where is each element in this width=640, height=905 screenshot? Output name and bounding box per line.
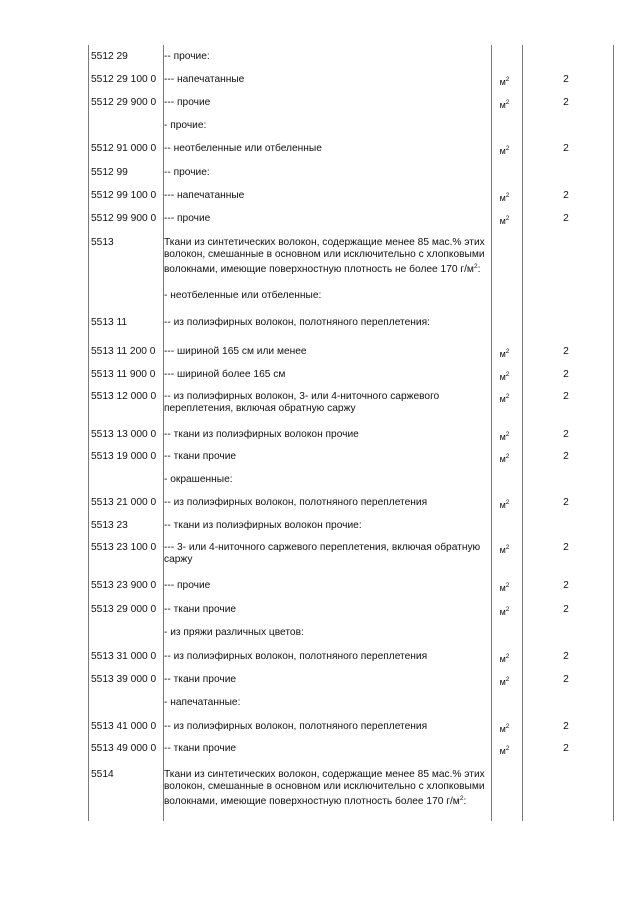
description-text: -- неотбеленные или отбеленные <box>164 143 322 154</box>
commodity-code: 5512 29 100 0 <box>91 74 157 85</box>
description-text: -- ткани прочие <box>164 604 237 615</box>
commodity-description <box>161 674 489 688</box>
commodity-description <box>161 391 489 415</box>
description-text: - прочие: <box>164 120 207 131</box>
duty-rate <box>520 627 612 639</box>
duty-rate <box>520 120 612 132</box>
commodity-code: 5513 23 <box>91 520 128 531</box>
table-row <box>88 580 612 594</box>
unit-of-measure <box>489 520 520 532</box>
commodity-description <box>161 651 489 665</box>
commodity-code <box>88 474 161 486</box>
unit-of-measure: $м^2$ <box>499 606 510 617</box>
unit-of-measure: $м^2$ <box>499 723 510 734</box>
duty-rate: 2 <box>563 674 569 685</box>
duty-rate <box>520 167 612 179</box>
duty-rate <box>520 474 612 486</box>
unit-of-measure: $м^2$ <box>499 393 510 404</box>
commodity-code: 5512 99 100 0 <box>91 190 157 201</box>
commodity-code: 5512 29 <box>91 51 128 62</box>
duty-rate <box>520 520 612 532</box>
duty-rate: 2 <box>563 580 569 591</box>
commodity-description <box>161 604 489 618</box>
duty-rate <box>520 769 612 808</box>
duty-rate: 2 <box>563 651 569 662</box>
description-text: - из пряжи различных цветов: <box>164 627 304 638</box>
unit-of-measure: $м^2$ <box>499 745 510 756</box>
table-border-right <box>613 45 614 821</box>
table-row <box>88 190 612 204</box>
commodity-code: 5513 19 000 0 <box>91 451 157 462</box>
description-text: -- ткани из полиэфирных волокон прочие: <box>164 520 362 531</box>
description-text: -- из полиэфирных волокон, полотняного переплетения <box>164 497 428 508</box>
description-text: --- напечатанные <box>164 74 245 85</box>
commodity-code: 5513 13 000 0 <box>91 429 157 440</box>
commodity-description <box>161 697 489 709</box>
description-text: -- ткани прочие <box>164 674 237 685</box>
unit-of-measure <box>489 697 520 709</box>
commodity-code <box>88 290 161 302</box>
table-row <box>88 346 612 360</box>
commodity-description <box>161 190 489 204</box>
unit-of-measure: $м^2$ <box>499 582 510 593</box>
description-tail: : <box>463 796 467 807</box>
unit-of-measure: $м^2$ <box>499 431 510 442</box>
table-row <box>88 213 612 227</box>
commodity-code: 5512 91 000 0 <box>91 143 157 154</box>
table-row <box>88 769 612 808</box>
unit-of-measure: $м^2$ <box>499 371 510 382</box>
table-row <box>88 429 612 443</box>
commodity-description <box>161 143 489 157</box>
unit-of-measure <box>489 474 520 486</box>
unit-of-measure <box>489 51 520 63</box>
duty-rate <box>520 51 612 63</box>
commodity-description <box>161 743 489 757</box>
commodity-code: 5513 12 000 0 <box>91 391 157 402</box>
unit-of-measure: $м^2$ <box>499 544 510 555</box>
unit-of-measure: $м^2$ <box>499 653 510 664</box>
commodity-description <box>161 51 489 63</box>
commodity-description <box>161 369 489 383</box>
table-row <box>88 317 612 329</box>
unit-of-measure <box>489 290 520 302</box>
duty-rate: 2 <box>563 74 569 85</box>
table-row <box>88 120 612 132</box>
commodity-code: 5513 <box>91 237 114 248</box>
duty-rate <box>520 697 612 709</box>
unit-of-measure: $м^2$ <box>499 348 510 359</box>
table-row <box>88 697 612 709</box>
unit-of-measure: $м^2$ <box>499 676 510 687</box>
commodity-code: 5513 23 100 0 <box>91 542 157 553</box>
table-row <box>88 167 612 179</box>
commodity-description <box>161 520 489 532</box>
commodity-description <box>161 317 489 329</box>
table-row <box>88 143 612 157</box>
description-text: --- прочие <box>164 97 211 108</box>
duty-rate: 2 <box>563 497 569 508</box>
table-row <box>88 651 612 665</box>
duty-rate <box>520 237 612 276</box>
description-text: -- прочие: <box>164 51 210 62</box>
commodity-code: 5512 29 900 0 <box>91 97 157 108</box>
commodity-description <box>161 290 489 302</box>
commodity-code: 5513 11 <box>91 317 128 328</box>
table-row <box>88 97 612 111</box>
commodity-code <box>88 697 161 709</box>
table-row <box>88 369 612 383</box>
table-row <box>88 290 612 302</box>
commodity-description <box>161 474 489 486</box>
unit-of-measure: $м^2$ <box>499 453 510 464</box>
table-row <box>88 51 612 63</box>
duty-rate: 2 <box>563 391 569 402</box>
description-text: -- ткани прочие <box>164 743 237 754</box>
unit-of-measure: $м^2$ <box>499 99 510 110</box>
description-text: --- шириной 165 см или менее <box>164 346 307 357</box>
description-text: - окрашенные: <box>164 474 233 485</box>
commodity-code: 5512 99 <box>91 167 128 178</box>
commodity-code: 5513 39 000 0 <box>91 674 157 685</box>
description-text: -- из полиэфирных волокон, 3- или 4-ниточного саржевого переплетения, включая обратную саржу <box>164 391 440 414</box>
duty-rate: 2 <box>563 213 569 224</box>
commodity-description <box>161 237 489 276</box>
description-text: -- из полиэфирных волокон, полотняного переплетения <box>164 721 428 732</box>
duty-rate <box>520 317 612 329</box>
commodity-code: 5513 29 000 0 <box>91 604 157 615</box>
description-text: --- 3- или 4-ниточного саржевого переплетения, включая обратную саржу <box>164 542 481 565</box>
commodity-description <box>161 721 489 735</box>
commodity-code: 5513 21 000 0 <box>91 497 157 508</box>
description-text: -- ткани прочие <box>164 451 237 462</box>
duty-rate: 2 <box>563 743 569 754</box>
description-text: Ткани из синтетических волокон, содержащие менее 85 мас.% этих волокон, смешанные в основном или исключительно с хлопковыми волокнами, имеющие поверхностную плотность не более 170 г/м <box>164 237 485 275</box>
duty-rate: 2 <box>563 346 569 357</box>
table-row <box>88 497 612 511</box>
commodity-description <box>161 769 489 808</box>
commodity-description <box>161 451 489 465</box>
description-text: - напечатанные: <box>164 697 241 708</box>
commodity-code: 5513 23 900 0 <box>91 580 157 591</box>
table-row <box>88 474 612 486</box>
unit-of-measure <box>489 120 520 132</box>
commodity-description <box>161 346 489 360</box>
duty-rate: 2 <box>563 190 569 201</box>
commodity-description <box>161 580 489 594</box>
description-tail: : <box>477 264 481 275</box>
duty-rate: 2 <box>563 143 569 154</box>
commodity-code: 5513 31 000 0 <box>91 651 157 662</box>
commodity-description <box>161 167 489 179</box>
commodity-description <box>161 429 489 443</box>
table-row <box>88 74 612 88</box>
unit-of-measure: $м^2$ <box>499 145 510 156</box>
superscript: 2 <box>459 795 464 802</box>
commodity-description <box>161 542 489 566</box>
duty-rate: 2 <box>563 451 569 462</box>
duty-rate: 2 <box>563 542 569 553</box>
unit-of-measure: $м^2$ <box>499 192 510 203</box>
table-row <box>88 743 612 757</box>
description-text: -- прочие: <box>164 167 210 178</box>
duty-rate: 2 <box>563 369 569 380</box>
duty-rate: 2 <box>563 429 569 440</box>
description-text: --- прочие <box>164 580 211 591</box>
unit-of-measure: $м^2$ <box>499 76 510 87</box>
duty-rate: 2 <box>563 721 569 732</box>
commodity-code: 5513 11 200 0 <box>91 346 156 357</box>
commodity-code: 5512 99 900 0 <box>91 213 157 224</box>
description-text: --- шириной более 165 см <box>164 369 286 380</box>
commodity-code <box>88 120 161 132</box>
table-row <box>88 391 612 415</box>
table-row <box>88 542 612 566</box>
table-row <box>88 674 612 688</box>
commodity-code: 5513 11 900 0 <box>91 369 156 380</box>
commodity-description <box>161 213 489 227</box>
table-row <box>88 721 612 735</box>
superscript: 2 <box>473 263 478 270</box>
duty-rate: 2 <box>563 97 569 108</box>
unit-of-measure: $м^2$ <box>499 499 510 510</box>
description-text: - неотбеленные или отбеленные: <box>164 290 322 301</box>
commodity-description <box>161 120 489 132</box>
description-text: -- из полиэфирных волокон, полотняного переплетения: <box>164 317 430 328</box>
description-text: Ткани из синтетических волокон, содержащие менее 85 мас.% этих волокон, смешанные в основном или исключительно с хлопковыми волокнами, имеющие поверхностную плотность более 170 г/м <box>164 769 485 807</box>
commodity-code: 5514 <box>91 769 114 780</box>
description-text: -- ткани из полиэфирных волокон прочие <box>164 429 359 440</box>
commodity-description <box>161 74 489 88</box>
commodity-code: 5513 41 000 0 <box>91 721 157 732</box>
commodity-description <box>161 97 489 111</box>
description-text: -- из полиэфирных волокон, полотняного переплетения <box>164 651 428 662</box>
unit-of-measure <box>489 317 520 329</box>
table-row <box>88 604 612 618</box>
table-row <box>88 520 612 532</box>
commodity-description <box>161 497 489 511</box>
description-text: --- прочие <box>164 213 211 224</box>
table-row <box>88 237 612 276</box>
unit-of-measure <box>489 167 520 179</box>
commodity-code: 5513 49 000 0 <box>91 743 157 754</box>
commodity-description <box>161 627 489 639</box>
commodity-code <box>88 627 161 639</box>
table-row <box>88 627 612 639</box>
unit-of-measure: $м^2$ <box>499 215 510 226</box>
unit-of-measure <box>489 237 520 276</box>
unit-of-measure <box>489 769 520 808</box>
table-row <box>88 451 612 465</box>
duty-rate <box>520 290 612 302</box>
duty-rate: 2 <box>563 604 569 615</box>
unit-of-measure <box>489 627 520 639</box>
description-text: --- напечатанные <box>164 190 245 201</box>
